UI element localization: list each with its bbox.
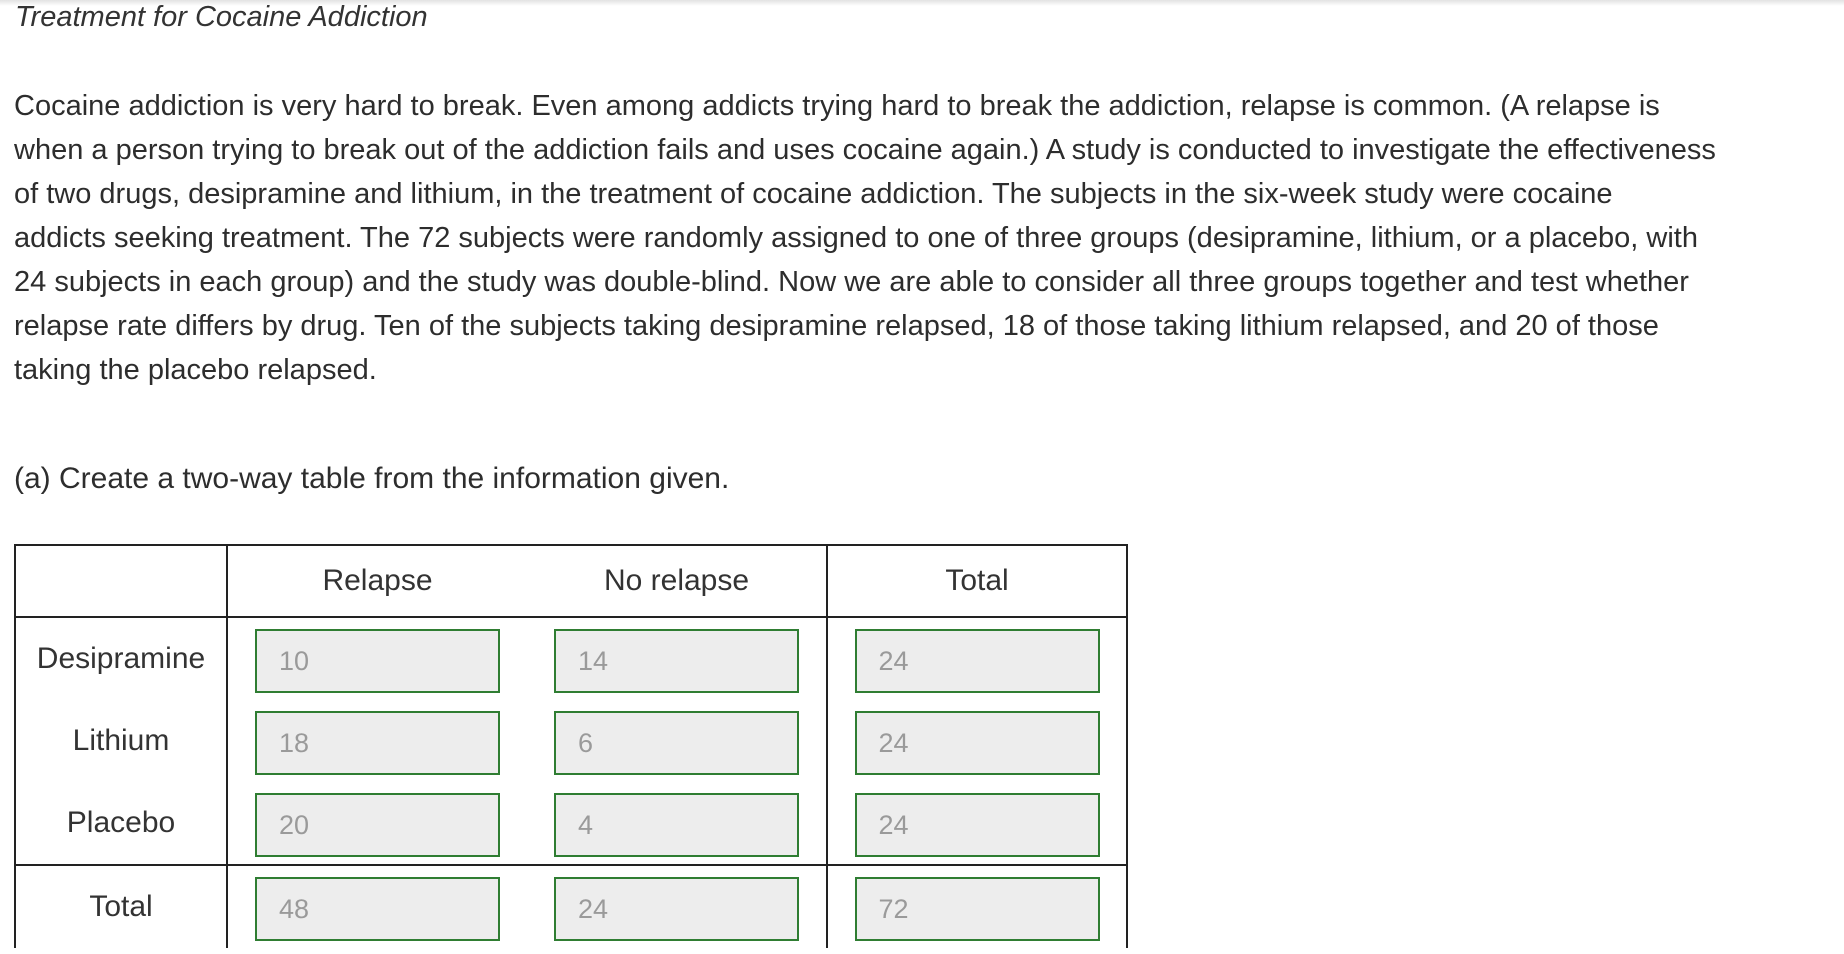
- row-label-lithium: Lithium: [15, 700, 227, 782]
- cell-lithium-relapse: [227, 700, 527, 782]
- paragraph-line: of two drugs, desipramine and lithium, in the treatment of cocaine addiction. The subjects in the six-week study were cocaine: [14, 178, 1613, 210]
- paragraph-line: relapse rate differs by drug. Ten of the subjects taking desipramine relapsed, 18 of those taking lithium relapsed, and 20 of those: [14, 310, 1659, 342]
- paragraph-line: taking the placebo relapsed.: [14, 354, 377, 386]
- cell-placebo-relapse: [227, 782, 527, 865]
- cell-lithium-total: [827, 700, 1127, 782]
- answer-input-grand-total[interactable]: 72: [855, 877, 1100, 941]
- table-row-placebo: [15, 782, 1127, 865]
- answer-input-total-no-relapse[interactable]: 24: [554, 877, 799, 941]
- problem-paragraph: [14, 84, 1840, 392]
- table-row-total: [15, 865, 1127, 948]
- table-row-lithium: [15, 700, 1127, 782]
- paragraph-line: when a person trying to break out of the addiction fails and uses cocaine again.) A study is conducted to investigate the effectiveness: [14, 134, 1716, 166]
- header-relapse: Relapse: [227, 545, 527, 617]
- cell-placebo-total: [827, 782, 1127, 865]
- header-total: Total: [827, 545, 1127, 617]
- answer-input-total-relapse[interactable]: 48: [255, 877, 500, 941]
- answer-input-placebo-no-relapse[interactable]: 4: [554, 793, 799, 857]
- cell-desipramine-total: [827, 617, 1127, 700]
- answer-input-desipramine-relapse[interactable]: 10: [255, 629, 500, 693]
- cell-total-total: [827, 865, 1127, 948]
- answer-input-desipramine-total[interactable]: 24: [855, 629, 1100, 693]
- answer-input-lithium-total[interactable]: 24: [855, 711, 1100, 775]
- row-label-desipramine: Desipramine: [15, 617, 227, 700]
- answer-input-desipramine-no-relapse[interactable]: 14: [554, 629, 799, 693]
- table-header-row: [15, 545, 1127, 617]
- paragraph-line: addicts seeking treatment. The 72 subjects were randomly assigned to one of three groups (desipramine, lithium, or a placebo, with: [14, 222, 1698, 254]
- row-label-placebo: Placebo: [15, 782, 227, 865]
- page-title: Treatment for Cocaine Addiction: [15, 1, 428, 33]
- cell-placebo-no-relapse: [527, 782, 827, 865]
- cell-total-no-relapse: [527, 865, 827, 948]
- answer-input-placebo-total[interactable]: 24: [855, 793, 1100, 857]
- cell-total-relapse: [227, 865, 527, 948]
- question-a: (a) Create a two-way table from the information given.: [14, 462, 730, 495]
- answer-input-lithium-no-relapse[interactable]: 6: [554, 711, 799, 775]
- cell-desipramine-no-relapse: [527, 617, 827, 700]
- answer-input-placebo-relapse[interactable]: 20: [255, 793, 500, 857]
- cell-lithium-no-relapse: [527, 700, 827, 782]
- header-no-relapse: No relapse: [527, 545, 827, 617]
- corner-header-cell: [15, 545, 227, 617]
- table-row-desipramine: [15, 617, 1127, 700]
- paragraph-line: Cocaine addiction is very hard to break. Even among addicts trying hard to break the addiction, relapse is common. (A relapse is: [14, 90, 1660, 122]
- cell-desipramine-relapse: [227, 617, 527, 700]
- two-way-table: [14, 544, 1128, 948]
- paragraph-line: 24 subjects in each group) and the study was double-blind. Now we are able to consider all three groups together and test whether: [14, 266, 1689, 298]
- row-label-total: Total: [15, 865, 227, 948]
- answer-input-lithium-relapse[interactable]: 18: [255, 711, 500, 775]
